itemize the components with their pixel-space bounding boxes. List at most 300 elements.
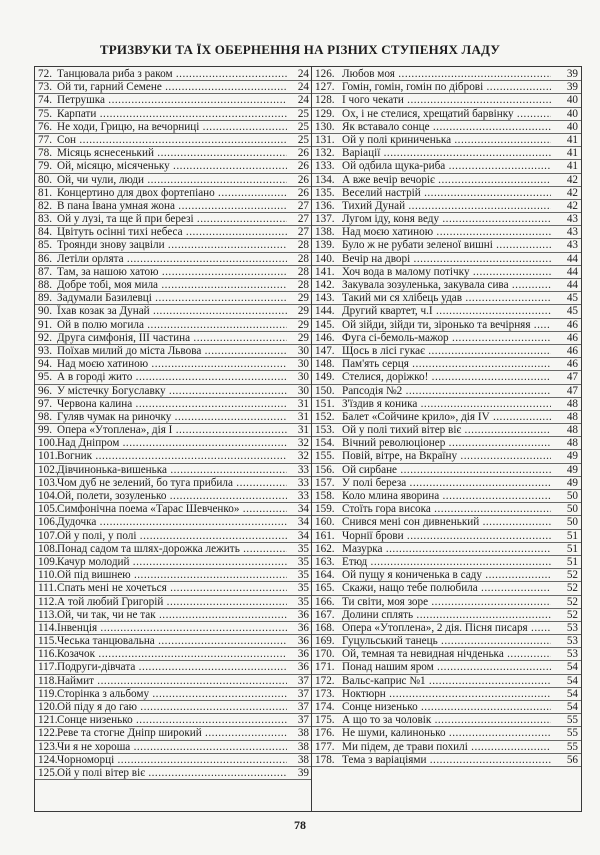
entry-page: 33 (297, 490, 309, 502)
contents-entry (312, 727, 581, 740)
entry-title: Петрушка ..... (35, 94, 287, 107)
entry-number: 119. (38, 687, 58, 700)
entry-title: Наймит ..... (35, 675, 287, 688)
entry-number: 149. (315, 371, 335, 384)
entry-page: 37 (297, 701, 309, 713)
contents-entry (312, 596, 581, 609)
entry-title: Ой у полі вітер віє ..... (35, 767, 287, 780)
entry-title: Місяць яснесенький ..... (35, 147, 287, 160)
contents-entry (35, 385, 311, 398)
entry-page: 35 (297, 582, 309, 595)
entry-title: Червона калина ..... (35, 398, 287, 411)
entry-page: 33 (297, 476, 309, 489)
contents-entry (312, 648, 581, 661)
entry-number: 139. (315, 239, 335, 252)
entry-title: Вальс-каприс №1 ..... (312, 675, 551, 688)
entry-number: 159. (315, 503, 335, 516)
entry-number: 82. (38, 199, 52, 212)
entry-number: 167. (315, 608, 335, 621)
entry-page: 54 (566, 674, 578, 687)
entry-title: Чорнії брови ..... (312, 530, 551, 543)
entry-number: 76. (38, 120, 52, 133)
entry-page: 34 (297, 516, 309, 529)
contents-entry (312, 450, 581, 463)
contents-entry (312, 437, 581, 450)
entry-page: 35 (297, 595, 309, 608)
contents-entry (312, 741, 581, 754)
entry-title: І чого чекати ..... (312, 94, 551, 107)
entry-title: З'їздив я коника ..... (312, 398, 551, 411)
contents-entry (35, 569, 311, 582)
left-column (35, 68, 311, 780)
entry-number: 156. (315, 463, 335, 476)
entry-number: 143. (315, 292, 335, 305)
entry-page: 35 (297, 542, 309, 555)
entry-number: 97. (38, 397, 52, 410)
entry-page: 26 (297, 173, 309, 186)
entry-title: Задумали Базилевці ..... (35, 292, 287, 305)
entry-number: 89. (38, 292, 52, 305)
entry-title: Понад нашим яром ..... (312, 661, 551, 674)
entry-number: 94. (38, 358, 52, 371)
entry-number: 109. (38, 555, 58, 568)
entry-number: 120. (38, 701, 58, 713)
entry-page: 44 (566, 252, 578, 265)
entry-page: 53 (566, 621, 578, 634)
entry-number: 79. (38, 160, 52, 173)
entry-number: 115. (38, 635, 58, 648)
entry-title: Чом дуб не зелений, бо туга прибила ..... (35, 477, 287, 490)
contents-entry (35, 371, 311, 384)
entry-number: 146. (315, 331, 335, 344)
entry-title: Їхав козак за Дунай ..... (35, 305, 287, 318)
entry-title: Дудочка ..... (35, 516, 287, 529)
entry-title: Ой, місяцю, місяченьку ..... (35, 160, 287, 173)
contents-entry (35, 648, 311, 661)
entry-page: 41 (566, 133, 578, 146)
entry-number: 137. (315, 213, 335, 226)
entry-title: Фуга сі-бемоль-мажор ..... (312, 332, 551, 345)
entry-title: Долини сплять ..... (312, 609, 551, 622)
contents-entry (312, 582, 581, 595)
contents-entry (35, 464, 311, 477)
entry-number: 85. (38, 239, 52, 252)
contents-entry (312, 371, 581, 384)
entry-number: 171. (315, 661, 335, 674)
contents-entry (312, 569, 581, 582)
entry-title: Ой в полю могила ..... (35, 319, 287, 332)
entry-number: 106. (38, 516, 58, 529)
entry-page: 45 (566, 292, 578, 305)
entry-page: 51 (566, 542, 578, 555)
contents-entry (312, 543, 581, 556)
contents-entry (35, 134, 311, 147)
entry-title: Ой у лузі, та ще й при березі ..... (35, 213, 287, 226)
entry-number: 128. (315, 94, 335, 107)
entry-title: Хоч вода в малому потічку ..... (312, 266, 551, 279)
entry-page: 48 (566, 437, 578, 450)
contents-entry (35, 121, 311, 134)
entry-page: 38 (297, 740, 309, 753)
entry-number: 92. (38, 331, 52, 344)
entry-page: 37 (297, 674, 309, 687)
entry-page: 52 (566, 595, 578, 608)
entry-number: 175. (315, 714, 335, 727)
entry-number: 133. (315, 160, 335, 173)
entry-page: 31 (297, 410, 309, 423)
entry-title: Качур молодий ..... (35, 556, 287, 569)
contents-entry (312, 213, 581, 226)
contents-entry (312, 701, 581, 714)
entry-number: 155. (315, 450, 335, 463)
entry-page: 28 (297, 252, 309, 265)
contents-entry (35, 108, 311, 121)
entry-page: 46 (566, 358, 578, 371)
entry-page: 44 (566, 279, 578, 291)
entry-number: 152. (315, 410, 335, 423)
entry-title: Ти світи, моя зоре ..... (312, 596, 551, 609)
entry-title: Опера «Утоплена», дія І ..... (35, 424, 287, 437)
entry-title: Ой піду я до гаю ..... (35, 701, 287, 714)
contents-entry (312, 714, 581, 727)
entry-number: 166. (315, 595, 335, 608)
entry-number: 100. (38, 437, 58, 450)
entry-page: 38 (297, 727, 309, 740)
contents-entry (312, 160, 581, 173)
entry-number: 90. (38, 305, 52, 318)
entry-page: 51 (566, 529, 578, 542)
entry-page: 46 (566, 331, 578, 344)
entry-title: Інвенція ..... (35, 622, 287, 635)
entry-page: 28 (297, 279, 309, 291)
entry-number: 134. (315, 173, 335, 186)
contents-entry (35, 661, 311, 674)
entry-number: 124. (38, 753, 58, 766)
entry-number: 140. (315, 252, 335, 265)
entry-page: 29 (297, 292, 309, 305)
entry-page: 28 (297, 265, 309, 278)
contents-entry (35, 596, 311, 609)
entry-title: Закувала зозуленька, закувала сива ..... (312, 279, 551, 292)
contents-entry (35, 477, 311, 490)
entry-number: 164. (315, 569, 335, 582)
contents-entry (312, 358, 581, 371)
entry-title: Гомін, гомін, гомін по діброві ..... (312, 81, 551, 94)
entry-title: Ми підем, де трави похилі ..... (312, 741, 551, 754)
entry-title: Сонце низенько ..... (35, 714, 287, 727)
entry-page: 52 (566, 608, 578, 621)
entry-page: 36 (297, 648, 309, 661)
contents-entry (35, 622, 311, 635)
entry-title: Поїхав милий до міста Львова ..... (35, 345, 287, 358)
entry-title: Карпати ..... (35, 108, 287, 121)
entry-title: Ой під вишнею ..... (35, 569, 287, 582)
entry-page: 45 (566, 305, 578, 318)
entry-number: 138. (315, 226, 335, 239)
entry-number: 113. (38, 608, 58, 621)
entry-number: 136. (315, 199, 335, 212)
contents-entry (312, 200, 581, 213)
contents-entry (312, 464, 581, 477)
entry-title: Ой одбила щука-риба ..... (312, 160, 551, 173)
contents-entry (35, 187, 311, 200)
entry-title: Пам'ять серця ..... (312, 358, 551, 371)
entry-title: Скажи, нащо тебе полюбила ..... (312, 582, 551, 595)
entry-page: 28 (297, 239, 309, 252)
contents-entry (35, 754, 311, 767)
entry-page: 30 (297, 384, 309, 397)
entry-number: 75. (38, 107, 52, 120)
entry-page: 37 (297, 687, 309, 700)
entry-number: 123. (38, 740, 58, 753)
entry-number: 172. (315, 674, 335, 687)
entry-title: А в городі жито ..... (35, 371, 287, 384)
entry-number: 176. (315, 727, 335, 740)
entry-title: У містечку Богуславку ..... (35, 385, 287, 398)
entry-title: Снився мені сон дивненький ..... (312, 516, 551, 529)
entry-page: 43 (566, 226, 578, 239)
entry-title: У полі береза ..... (312, 477, 551, 490)
entry-page: 30 (297, 371, 309, 384)
entry-number: 96. (38, 384, 52, 397)
entry-title: Ой пущу я кониченька в саду ..... (312, 569, 551, 582)
contents-entry (35, 635, 311, 648)
entry-title: Не шуми, калинонько ..... (312, 727, 551, 740)
entry-number: 86. (38, 252, 52, 265)
entry-page: 55 (566, 727, 578, 740)
entry-number: 145. (315, 318, 335, 331)
entry-number: 174. (315, 701, 335, 713)
entry-title: Сторінка з альбому ..... (35, 688, 287, 701)
contents-entry (35, 411, 311, 424)
entry-number: 144. (315, 305, 335, 318)
contents-entry (35, 332, 311, 345)
contents-entry (312, 319, 581, 332)
contents-entry (312, 147, 581, 160)
entry-title: Друга симфонія, ІІІ частина ..... (35, 332, 287, 345)
entry-title: Вогник ..... (35, 450, 287, 463)
entry-page: 27 (297, 199, 309, 212)
contents-entry (35, 94, 311, 107)
entry-title: Над моєю хатиною ..... (312, 226, 551, 239)
entry-page: 54 (566, 701, 578, 713)
entry-title: Балет «Сойчине крило», дія IV ..... (312, 411, 551, 424)
contents-entry (312, 68, 581, 81)
entry-title: Козачок ..... (35, 648, 287, 661)
contents-entry (35, 582, 311, 595)
entry-page: 49 (566, 463, 578, 476)
entry-page: 53 (566, 648, 578, 661)
contents-entry (312, 675, 581, 688)
entry-page: 39 (297, 766, 309, 779)
entry-number: 95. (38, 371, 52, 384)
entry-number: 105. (38, 503, 58, 516)
contents-entry (312, 332, 581, 345)
entry-page: 25 (297, 133, 309, 146)
contents-entry (35, 226, 311, 239)
entry-page: 50 (566, 516, 578, 529)
entry-title: Сон ..... (35, 134, 287, 147)
contents-entry (35, 437, 311, 450)
entry-number: 154. (315, 437, 335, 450)
entry-number: 157. (315, 476, 335, 489)
entry-page: 56 (566, 753, 578, 766)
contents-entry (35, 200, 311, 213)
entry-page: 32 (297, 437, 309, 450)
entry-page: 49 (566, 450, 578, 463)
entry-number: 151. (315, 397, 335, 410)
contents-entry (35, 490, 311, 503)
entry-title: Ой, полети, зозуленько ..... (35, 490, 287, 503)
entry-page: 25 (297, 107, 309, 120)
contents-entry (312, 305, 581, 318)
entry-title: Вечір на дворі ..... (312, 253, 551, 266)
entry-number: 162. (315, 542, 335, 555)
entry-page: 35 (297, 555, 309, 568)
entry-page: 49 (566, 476, 578, 489)
entry-page: 55 (566, 714, 578, 727)
entry-number: 81. (38, 186, 52, 199)
entry-title: Гуляв чумак на риночку ..... (35, 411, 287, 424)
contents-entry (312, 121, 581, 134)
contents-entry (35, 147, 311, 160)
entry-page: 27 (297, 226, 309, 239)
entry-number: 142. (315, 279, 335, 291)
contents-entry (312, 239, 581, 252)
entry-page: 25 (297, 120, 309, 133)
entry-number: 107. (38, 529, 58, 542)
entry-number: 87. (38, 265, 52, 278)
entry-title: Лугом іду, коня веду ..... (312, 213, 551, 226)
contents-entry (35, 701, 311, 714)
entry-title: Коло млина яворина ..... (312, 490, 551, 503)
entry-title: А той любий Григорій ..... (35, 596, 287, 609)
contents-entry (312, 187, 581, 200)
entry-page: 39 (566, 81, 578, 94)
entry-title: Добре тобі, моя мила ..... (35, 279, 287, 292)
entry-page: 26 (297, 160, 309, 173)
entry-number: 83. (38, 213, 52, 226)
contents-entry (35, 174, 311, 187)
entry-page: 27 (297, 213, 309, 226)
contents-entry (35, 450, 311, 463)
entry-title: Такий ми ся хлібець удав ..... (312, 292, 551, 305)
entry-page: 42 (566, 173, 578, 186)
contents-entry (35, 160, 311, 173)
entry-title: Веселий настрій ..... (312, 187, 551, 200)
entry-title: Сонце низенько ..... (312, 701, 551, 714)
contents-entry (312, 424, 581, 437)
entry-title: Дівчинонька-вишенька ..... (35, 464, 287, 477)
entry-page: 41 (566, 147, 578, 160)
entry-title: Ноктюрн ..... (312, 688, 551, 701)
entry-number: 150. (315, 384, 335, 397)
entry-title: Там, за нашою хатою ..... (35, 266, 287, 279)
contents-entry (312, 490, 581, 503)
entry-page: 24 (297, 94, 309, 107)
contents-entry (312, 398, 581, 411)
entry-page: 29 (297, 331, 309, 344)
entry-page: 38 (297, 753, 309, 766)
entry-page: 36 (297, 621, 309, 634)
entry-page: 44 (566, 265, 578, 278)
entry-number: 169. (315, 635, 335, 648)
contents-entry (35, 609, 311, 622)
contents-entry (35, 345, 311, 358)
entry-number: 173. (315, 687, 335, 700)
entry-title: Ой зійди, зійди ти, зіронько та вечірняя ..... (312, 319, 551, 332)
entry-page: 41 (566, 160, 578, 173)
entry-title: Концертино для двох фортепіано ..... (35, 187, 287, 200)
contents-entry (35, 68, 311, 81)
entry-number: 104. (38, 490, 58, 502)
contents-entry (35, 727, 311, 740)
entry-number: 126. (315, 68, 335, 80)
contents-table (34, 66, 582, 812)
entry-number: 165. (315, 582, 335, 595)
entry-title: Повій, вітре, на Вкраїну ..... (312, 450, 551, 463)
entry-number: 77. (38, 133, 52, 146)
entry-page: 26 (297, 147, 309, 160)
contents-entry (312, 345, 581, 358)
contents-entry (312, 81, 581, 94)
contents-entry (312, 108, 581, 121)
entry-title: Тема з варіаціями ..... (312, 754, 551, 767)
entry-title: А вже вечір вечоріє ..... (312, 174, 551, 187)
entry-page: 46 (566, 318, 578, 331)
contents-entry (35, 305, 311, 318)
entry-title: Вічний революціонер ..... (312, 437, 551, 450)
entry-page: 42 (566, 186, 578, 199)
contents-entry (312, 754, 581, 767)
entry-title: Варіації ..... (312, 147, 551, 160)
entry-page: 48 (566, 424, 578, 437)
contents-entry (35, 319, 311, 332)
entry-title: Ой у полі криниченька ..... (312, 134, 551, 147)
contents-entry (312, 556, 581, 569)
entry-page: 43 (566, 213, 578, 226)
contents-entry (35, 516, 311, 529)
entry-title: Другий квартет, ч.І ..... (312, 305, 551, 318)
entry-number: 91. (38, 318, 52, 331)
entry-title: Ой, темная та невидная нічденька ..... (312, 648, 551, 661)
contents-entry (35, 292, 311, 305)
entry-number: 101. (38, 450, 58, 463)
entry-page: 35 (297, 569, 309, 582)
entry-number: 114. (38, 621, 58, 634)
entry-title: Над моєю хатиною ..... (35, 358, 287, 371)
entry-page: 42 (566, 199, 578, 212)
entry-number: 130. (315, 120, 335, 133)
entry-page: 50 (566, 503, 578, 516)
page-title: ТРИЗВУКИ ТА ЇХ ОБЕРНЕННЯ НА РІЗНИХ СТУПЕНЯХ ЛАДУ (99, 42, 501, 57)
contents-entry (312, 266, 581, 279)
entry-number: 84. (38, 226, 52, 239)
entry-page: 47 (566, 384, 578, 397)
entry-page: 47 (566, 371, 578, 384)
entry-page: 34 (297, 529, 309, 542)
contents-entry (35, 741, 311, 754)
contents-entry (312, 94, 581, 107)
entry-number: 153. (315, 424, 335, 437)
entry-title: А що то за чоловік ..... (312, 714, 551, 727)
entry-title: Рапсодія №2 ..... (312, 385, 551, 398)
contents-entry (312, 292, 581, 305)
entry-number: 98. (38, 410, 52, 423)
contents-entry (35, 714, 311, 727)
entry-title: В пана Івана умная жона ..... (35, 200, 287, 213)
entry-page: 26 (297, 186, 309, 199)
